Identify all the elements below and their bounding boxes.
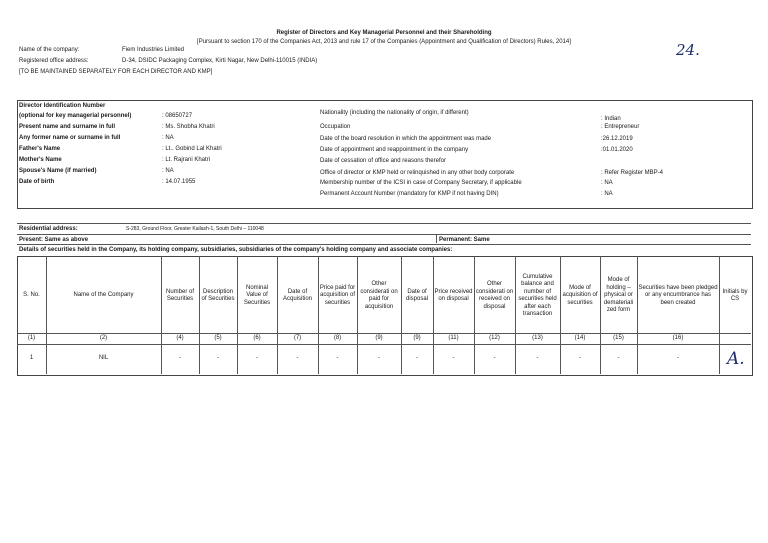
column-number: (5)	[214, 335, 222, 341]
director-field-label: (optional for key managerial personnel)	[19, 113, 132, 119]
column-header: Price received on disposal	[434, 288, 473, 302]
director-field-label: Father's Name	[19, 146, 61, 152]
column-number: (6)	[253, 335, 261, 341]
table-cell: -	[493, 355, 496, 361]
table-cell: -	[579, 355, 581, 361]
company-name-label: Name of the company:	[19, 47, 80, 53]
column-number: (11)	[448, 335, 459, 341]
address-rule-3	[17, 244, 751, 245]
address-rule-2	[17, 234, 751, 235]
table-cell: NIL	[98, 355, 109, 361]
director-field-label: Membership number of the ICSI in case of Company Secretary, if applicable	[320, 180, 522, 186]
table-number-rule	[17, 344, 751, 345]
column-header: Cumulative balance and number of securities held after each transaction	[518, 273, 557, 317]
column-number: (8)	[333, 335, 342, 341]
director-field-label: Spouse's Name (if married)	[19, 168, 97, 174]
director-field-value: : Entrepreneur	[601, 124, 640, 130]
director-field-value: : NA	[162, 168, 174, 174]
director-field-value: : NA	[162, 135, 174, 141]
director-field-value: : Indian	[601, 116, 621, 122]
column-number: (2)	[99, 335, 108, 341]
company-name: Fiem Industries Limited	[122, 47, 185, 53]
address-top-rule	[17, 223, 751, 224]
column-header: Name of the Company	[73, 292, 134, 299]
page-number: 24.	[676, 41, 700, 59]
director-field-value: : Refer Register MBP-4	[601, 170, 664, 176]
director-field-value: :26.12.2019	[601, 136, 633, 142]
director-field-value: : Lt.. Gobind Lal Khatri	[162, 146, 222, 152]
table-cell: -	[217, 355, 219, 361]
column-header: Date of disposal	[405, 288, 428, 302]
director-field-value: : Ms. Shobha Khatri	[162, 124, 215, 130]
column-header: Date of Acquisition	[282, 288, 312, 302]
column-number: (16)	[672, 335, 684, 341]
column-header: Number of Securities	[165, 288, 194, 302]
column-header: S. No.	[23, 292, 40, 299]
director-field-label: Any former name or surname in full	[19, 135, 121, 141]
column-number: (9)	[375, 335, 383, 341]
director-field-value: : NA	[601, 180, 613, 186]
maintenance-note: [TO BE MAINTAINED SEPARATELY FOR EACH DIRECTOR AND KMP]	[19, 69, 213, 75]
initials-signature: A.	[727, 349, 745, 369]
column-header: Other considerati on paid for acquisition	[360, 281, 398, 310]
column-header: Securities have been pledged or any encumbrance has been created	[638, 284, 718, 306]
column-number: (7)	[293, 335, 302, 341]
director-field-label: Date of cessation of office and reasons therefor	[320, 158, 446, 164]
column-header: Mode of acquisition of securities	[562, 284, 598, 306]
director-field-label: Nationality (including the nationality of origin, if different)	[320, 110, 469, 116]
table-cell: -	[296, 355, 299, 361]
director-field-label: Office of director or KMP held or relinquished in any other body corporate	[320, 170, 515, 176]
table-cell: -	[416, 355, 418, 361]
register-title: Register of Directors and Key Managerial Personnel and their Shareholding	[276, 30, 492, 36]
securities-caption: Details of securities held in the Company, its holding company, subsidiaries, subsidiaries of the company's holding company and associate companies:	[19, 247, 453, 253]
column-header: Description of Securities	[201, 288, 235, 302]
director-field-label: Present name and surname in full	[19, 124, 116, 130]
column-number: (13)	[532, 335, 543, 341]
present-address: Present: Same as above	[19, 237, 89, 243]
table-cell: -	[378, 355, 380, 361]
column-number: (1)	[27, 335, 36, 341]
column-number: (9)	[413, 335, 421, 341]
column-header: Nominal Value of Securities	[243, 284, 271, 306]
table-cell: -	[536, 355, 539, 361]
director-field-label: Date of birth	[19, 179, 55, 185]
permanent-address: Permanent: Same	[439, 237, 490, 243]
director-field-value: : 08650727	[162, 113, 193, 119]
director-field-value: : Lt. Rajrani Khatri	[162, 157, 211, 163]
column-header: Other considerati on received on disposal	[475, 281, 514, 310]
director-field-label: Date of the board resolution in which the appointment was made	[320, 136, 492, 142]
director-field-value: : NA	[601, 191, 613, 197]
column-header: Initials by CS	[722, 288, 748, 302]
table-cell: 1	[29, 355, 34, 361]
table-cell: -	[452, 355, 455, 361]
residential-address: S-283, Ground Floor, Greater Kailash-1, South Delhi – 110048	[126, 226, 264, 232]
table-cell: -	[256, 355, 258, 361]
table-cell: -	[336, 355, 339, 361]
column-header: Price paid for acquisition of securities	[319, 284, 356, 306]
residential-label: Residential address:	[19, 226, 78, 232]
column-number: (12)	[489, 335, 500, 341]
column-number: (4)	[176, 335, 184, 341]
director-field-label: Permanent Account Number (mandatory for KMP if not having DIN)	[320, 191, 499, 197]
table-cell: -	[617, 355, 620, 361]
column-header: Mode of holding – physical or demateriali zed form	[603, 277, 634, 314]
director-field-value: :01.01.2020	[601, 147, 633, 153]
director-field-value: : 14.07.1955	[162, 179, 196, 185]
column-number: (14)	[574, 335, 586, 341]
director-field-label: Director Identification Number	[19, 103, 106, 109]
register-subtitle: [Pursuant to section 170 of the Companies Act, 2013 and rule 17 of the Companies (Appointment and Qualification of Directors) Rules, 2014]	[197, 39, 571, 45]
office-address: D-34, DSIDC Packaging Complex, Kirti Nagar, New Delhi-110015 (INDIA)	[122, 58, 318, 64]
director-field-label: Mother's Name	[19, 157, 62, 163]
table-cell: -	[179, 355, 181, 361]
director-field-label: Occupation	[320, 124, 351, 130]
column-number: (15)	[613, 335, 624, 341]
table-cell: -	[677, 355, 679, 361]
address-divider	[436, 234, 437, 243]
office-label: Registered office address:	[19, 58, 89, 64]
column-number	[720, 334, 750, 343]
director-field-label: Date of appointment and reappointment in the company	[320, 147, 469, 153]
